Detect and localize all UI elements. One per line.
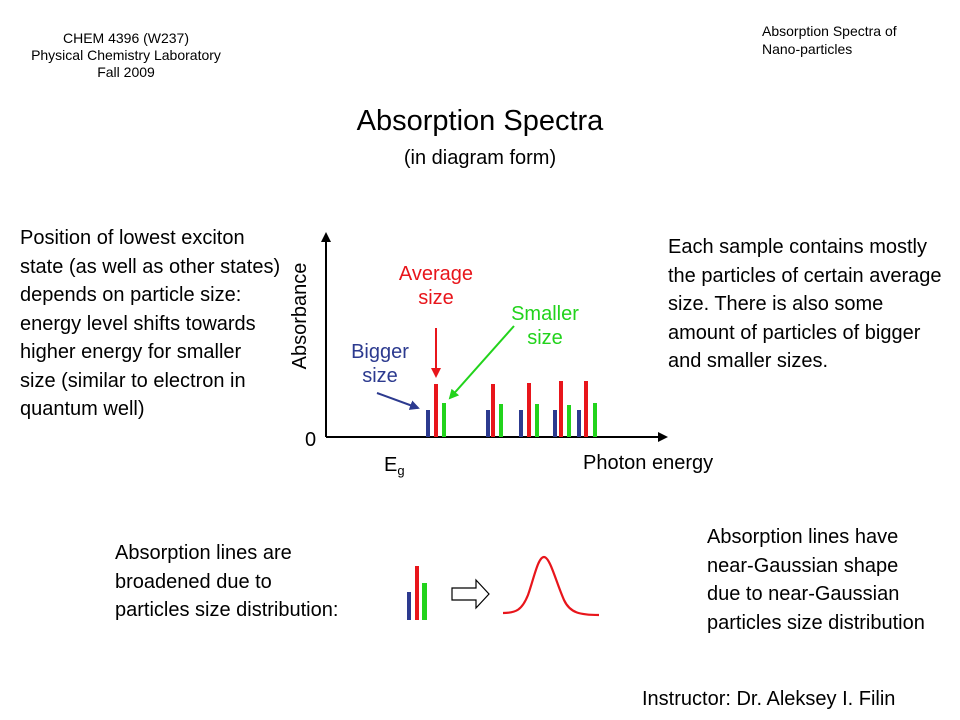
- line-average: [491, 384, 495, 437]
- line-average: [527, 383, 531, 437]
- broadening-lines: [407, 566, 427, 620]
- bigger-size-line-1: Bigger: [351, 341, 409, 363]
- line-bigger: [519, 410, 523, 437]
- origin-label: 0: [305, 429, 317, 451]
- page-subtitle: (in diagram form): [403, 147, 557, 169]
- line-bigger: [407, 592, 411, 620]
- bigger-size-arrow: [377, 393, 418, 408]
- page-title: Absorption Spectra: [356, 105, 604, 137]
- topic-line-2: Nano-particles: [762, 41, 853, 57]
- bigger-size-label: [335, 340, 425, 388]
- sample-explanation: Each sample contains mostly the particles of certain average size. There is also some amount of particles of bigger and smaller sizes.: [668, 236, 942, 372]
- line-average: [415, 566, 419, 620]
- hollow-arrow-icon: [452, 580, 489, 608]
- course-term: Fall 2009: [97, 64, 155, 80]
- topic-line-1: Absorption Spectra of: [762, 23, 897, 39]
- smaller-size-line-1: Smaller: [511, 303, 579, 325]
- average-size-line-1: Average: [398, 263, 474, 285]
- line-average: [559, 381, 563, 437]
- line-bigger: [577, 410, 581, 437]
- broadening-explanation: Absorption lines are broadened due to particles size distribution:: [115, 542, 339, 621]
- bigger-size-line-2: size: [362, 365, 398, 387]
- line-average: [434, 384, 438, 437]
- line-smaller: [499, 404, 503, 437]
- average-size-line-2: size: [418, 287, 454, 309]
- y-axis-label: Absorbance: [289, 262, 311, 370]
- line-bigger: [553, 410, 557, 437]
- spectral-lines: [426, 381, 597, 437]
- course-code: CHEM 4396 (W237): [62, 30, 190, 46]
- exciton-explanation: Position of lowest exciton state (as well as other states) depends on particle size: energy level shifts towards higher energy for smaller size (similar to electron in quantum well): [20, 227, 281, 420]
- gaussian-curve: [503, 557, 599, 615]
- line-smaller: [442, 403, 446, 437]
- line-smaller: [567, 405, 571, 437]
- band-gap-symbol: E: [384, 454, 398, 476]
- line-bigger: [426, 410, 430, 437]
- average-size-label: [386, 262, 486, 310]
- line-smaller: [593, 403, 597, 437]
- band-gap-label: [384, 453, 405, 483]
- gaussian-explanation: Absorption lines have near-Gaussian shape due to near-Gaussian particles size distribution: [707, 526, 925, 634]
- smaller-size-line-2: size: [527, 327, 563, 349]
- line-average: [584, 381, 588, 437]
- x-axis-label: Photon energy: [583, 452, 714, 474]
- band-gap-subscript: g: [397, 463, 405, 478]
- line-smaller: [422, 583, 427, 620]
- instructor-credit: Instructor: Dr. Aleksey I. Filin: [642, 688, 896, 710]
- line-bigger: [486, 410, 490, 437]
- course-name: Physical Chemistry Laboratory: [31, 47, 221, 63]
- line-smaller: [535, 404, 539, 437]
- smaller-size-label: [495, 302, 595, 350]
